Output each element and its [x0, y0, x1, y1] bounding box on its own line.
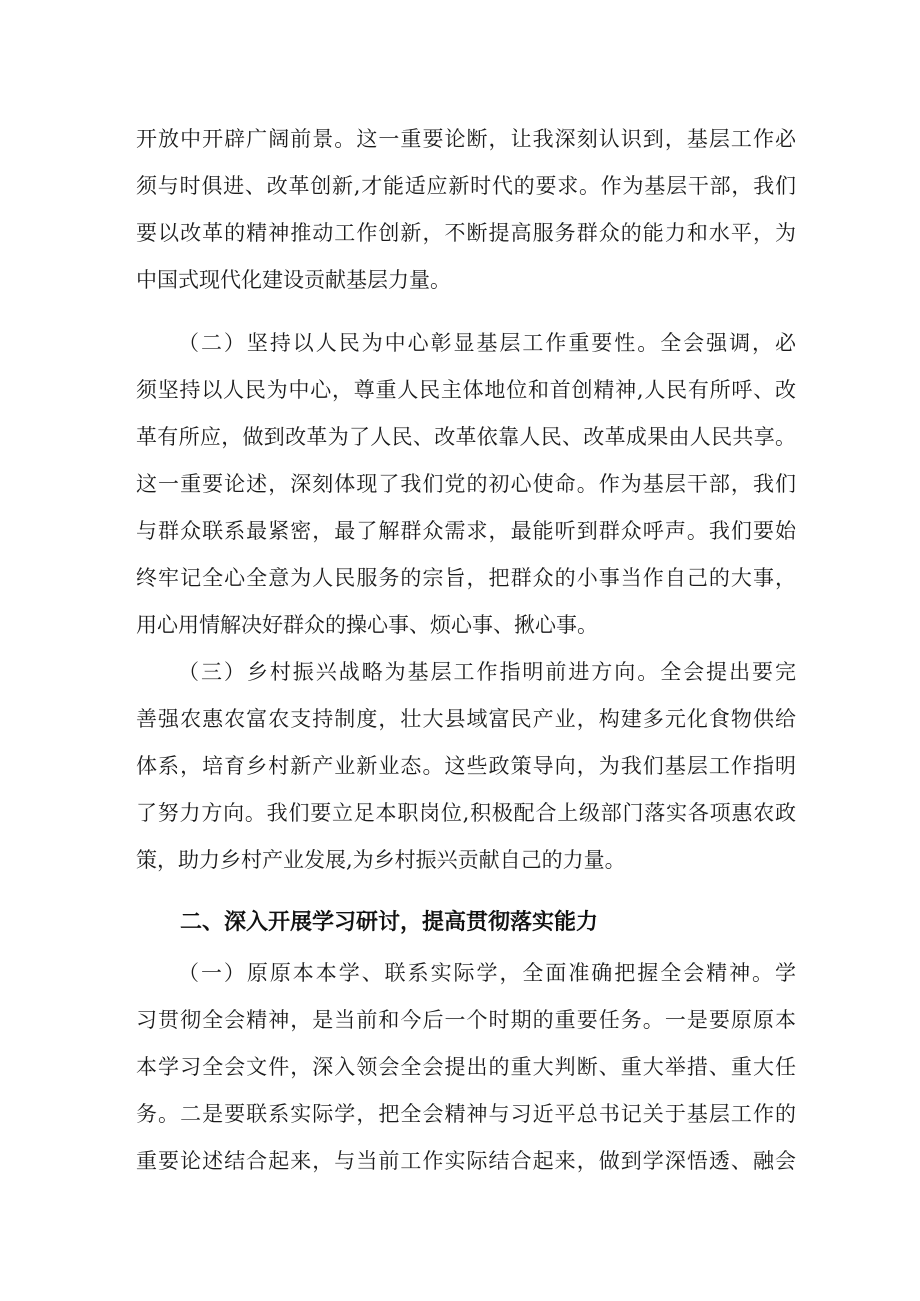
text-line: 须与时俱进、改革创新,才能适应新时代的要求。作为基层干部，我们: [136, 174, 796, 198]
text-line: 体系，培育乡村新产业新业态。这些政策导向，为我们基层工作指明: [136, 754, 796, 778]
text-line: 用心用情解决好群众的操心事、烦心事、揪心事。: [136, 613, 598, 637]
text-line: 中国式现代化建设贡献基层力量。: [136, 268, 451, 292]
text-line: 这一重要论述，深刻体现了我们党的初心使命。作为基层干部，我们: [136, 472, 796, 496]
text-line: （三）乡村振兴战略为基层工作指明前进方向。全会提出要完: [178, 660, 796, 684]
text-line: 策，助力乡村产业发展,为乡村振兴贡献自己的力量。: [136, 848, 626, 872]
text-line: 终牢记全心全意为人民服务的宗旨，把群众的小事当作自己的大事，: [136, 566, 796, 590]
text-line: 须坚持以人民为中心，尊重人民主体地位和首创精神,人民有所呼、改: [136, 378, 796, 402]
text-line: （二）坚持以人民为中心彰显基层工作重要性。全会强调，必: [178, 331, 796, 355]
text-line: 务。二是要联系实际学，把全会精神与习近平总书记关于基层工作的: [136, 1102, 796, 1126]
text-line: 要以改革的精神推动工作创新，不断提高服务群众的能力和水平，为: [136, 221, 796, 245]
text-line: 本学习全会文件，深入领会全会提出的重大判断、重大举措、重大任: [136, 1055, 796, 1079]
text-line: 开放中开辟广阔前景。这一重要论断，让我深刻认识到，基层工作必: [136, 127, 796, 151]
text-line: 善强农惠农富农支持制度，壮大县域富民产业，构建多元化食物供给: [136, 707, 796, 731]
text-line: 与群众联系最紧密，最了解群众需求，最能听到群众呼声。我们要始: [136, 519, 796, 543]
section-heading: 二、深入开展学习研讨，提高贯彻落实能力: [180, 910, 599, 935]
text-line: 习贯彻全会精神，是当前和今后一个时期的重要任务。一是要原原本: [136, 1008, 796, 1032]
text-line: 了努力方向。我们要立足本职岗位,积极配合上级部门落实各项惠农政: [136, 801, 796, 825]
text-line: 革有所应，做到改革为了人民、改革依靠人民、改革成果由人民共享。: [136, 425, 796, 449]
text-line: 重要论述结合起来，与当前工作实际结合起来，做到学深悟透、融会: [136, 1149, 796, 1173]
text-line: （一）原原本本学、联系实际学，全面准确把握全会精神。学: [178, 961, 796, 985]
